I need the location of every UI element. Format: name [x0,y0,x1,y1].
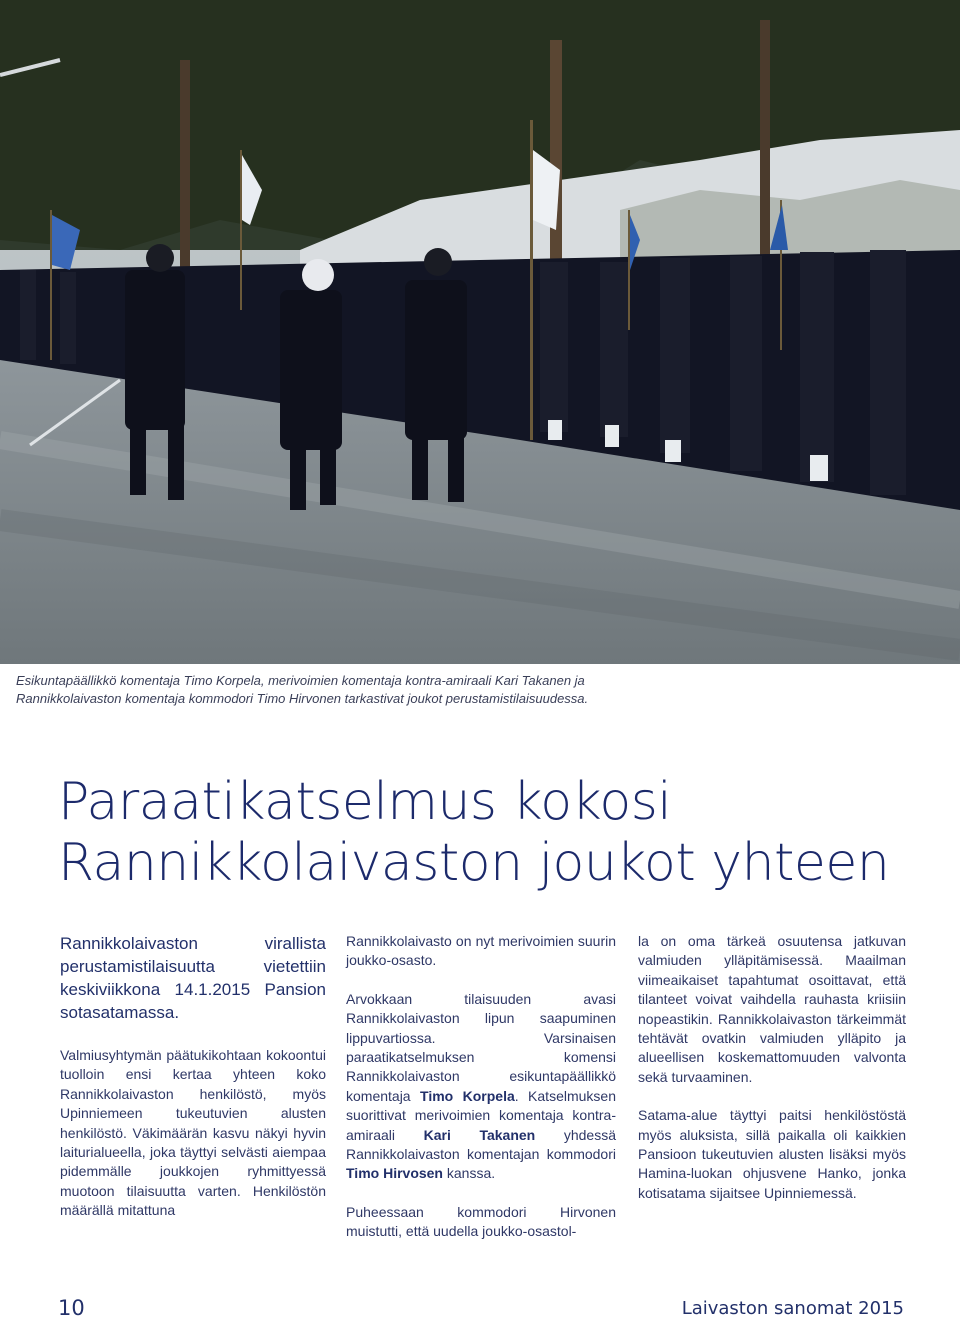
caption-line-1: Esikuntapäällikkö komentaja Timo Korpela, merivoimien komentaja kontra-amiraali Kari Takanen ja [16,673,585,688]
person-name: Timo Hirvosen [346,1165,443,1182]
text-span: . Katselmuksen suorittivat merivoimien komentaja kontra-amiraali [346,1087,616,1143]
page-number: 10 [58,1296,85,1320]
headline-line-1: Paraatikatselmus kokosi [58,772,672,832]
article-column-3 [638,932,906,1222]
person-name: Kari Takanen [423,1126,536,1143]
photo-caption [16,672,946,708]
article-column-1 [60,932,326,1240]
text-span: yhdessä Rannikkolaivaston komentajan kommodori [346,1126,616,1163]
lead-paragraph: Rannikkolaivaston virallista perustamistilaisuutta vietettiin keskiviikkona 14.1.2015 Pansion sotasatamassa. [60,934,326,1022]
text-span: kanssa. [443,1165,496,1182]
publication-name: Laivaston sanomat 2015 [681,1298,904,1319]
article-headline [58,772,938,894]
body-paragraph [346,990,616,1184]
body-paragraph: la on oma tärkeä osuutensa jatkuvan valmiuden ylläpitämisessä. Maailman viimeaikaiset tapahtumat osoittavat, että tilanteet voivat vaihdella rauhasta kriisiin nopeastikin. Rannikkolaivaston tärkeimmät tehtävät ovatkin valmiuden ylläpito ja alueellisen koskemattomuuden valvonta sekä turvaaminen. [638,933,906,1085]
body-paragraph: Valmiusyhtymän päätukikohtaan kokoontui tuolloin ensi kertaa yhteen koko Rannikkolaivaston henkilöstö, myös Upinniemeen tukeutuvien alusten henkilöstö. Väkimäärän kasvu näkyi hyvin laiturialueella, joka täyttyi selvästi aiempaa pidemmälle joukkojen ryhmittyessä muotoon tilaisuutta varten. Henkilöstön määrällä mitattuna [60,1047,326,1219]
headline-line-2: Rannikkolaivaston joukot yhteen [58,833,890,893]
body-paragraph: Puheessaan kommodori Hirvonen muistutti, että uudella joukko-osastol- [346,1203,616,1240]
text-span: Arvokkaan tilaisuuden avasi Rannikkolaivaston lipun saapuminen lippuvartiossa. Varsinaisen paraatikatselmuksen komensi Rannikkolaivaston esikuntapäällikkö komentaja [346,990,616,1104]
body-paragraph: Satama-alue täyttyi paitsi henkilöstöstä myös aluksista, sillä paikalla oli kaikkien Pansioon tukeutuvien alusten lisäksi myös Hamina-luokan ohjusvene Hanko, jonka kotisatama sijaitsee Upinniemessä. [638,1107,906,1201]
article-column-2 [346,932,616,1261]
person-name: Timo Korpela [420,1087,515,1104]
caption-line-2: Rannikkolaivaston komentaja kommodori Timo Hirvonen tarkastivat joukot perustamistilaisuudessa. [16,691,589,706]
body-paragraph: Rannikkolaivasto on nyt merivoimien suurin joukko-osasto. [346,933,616,969]
